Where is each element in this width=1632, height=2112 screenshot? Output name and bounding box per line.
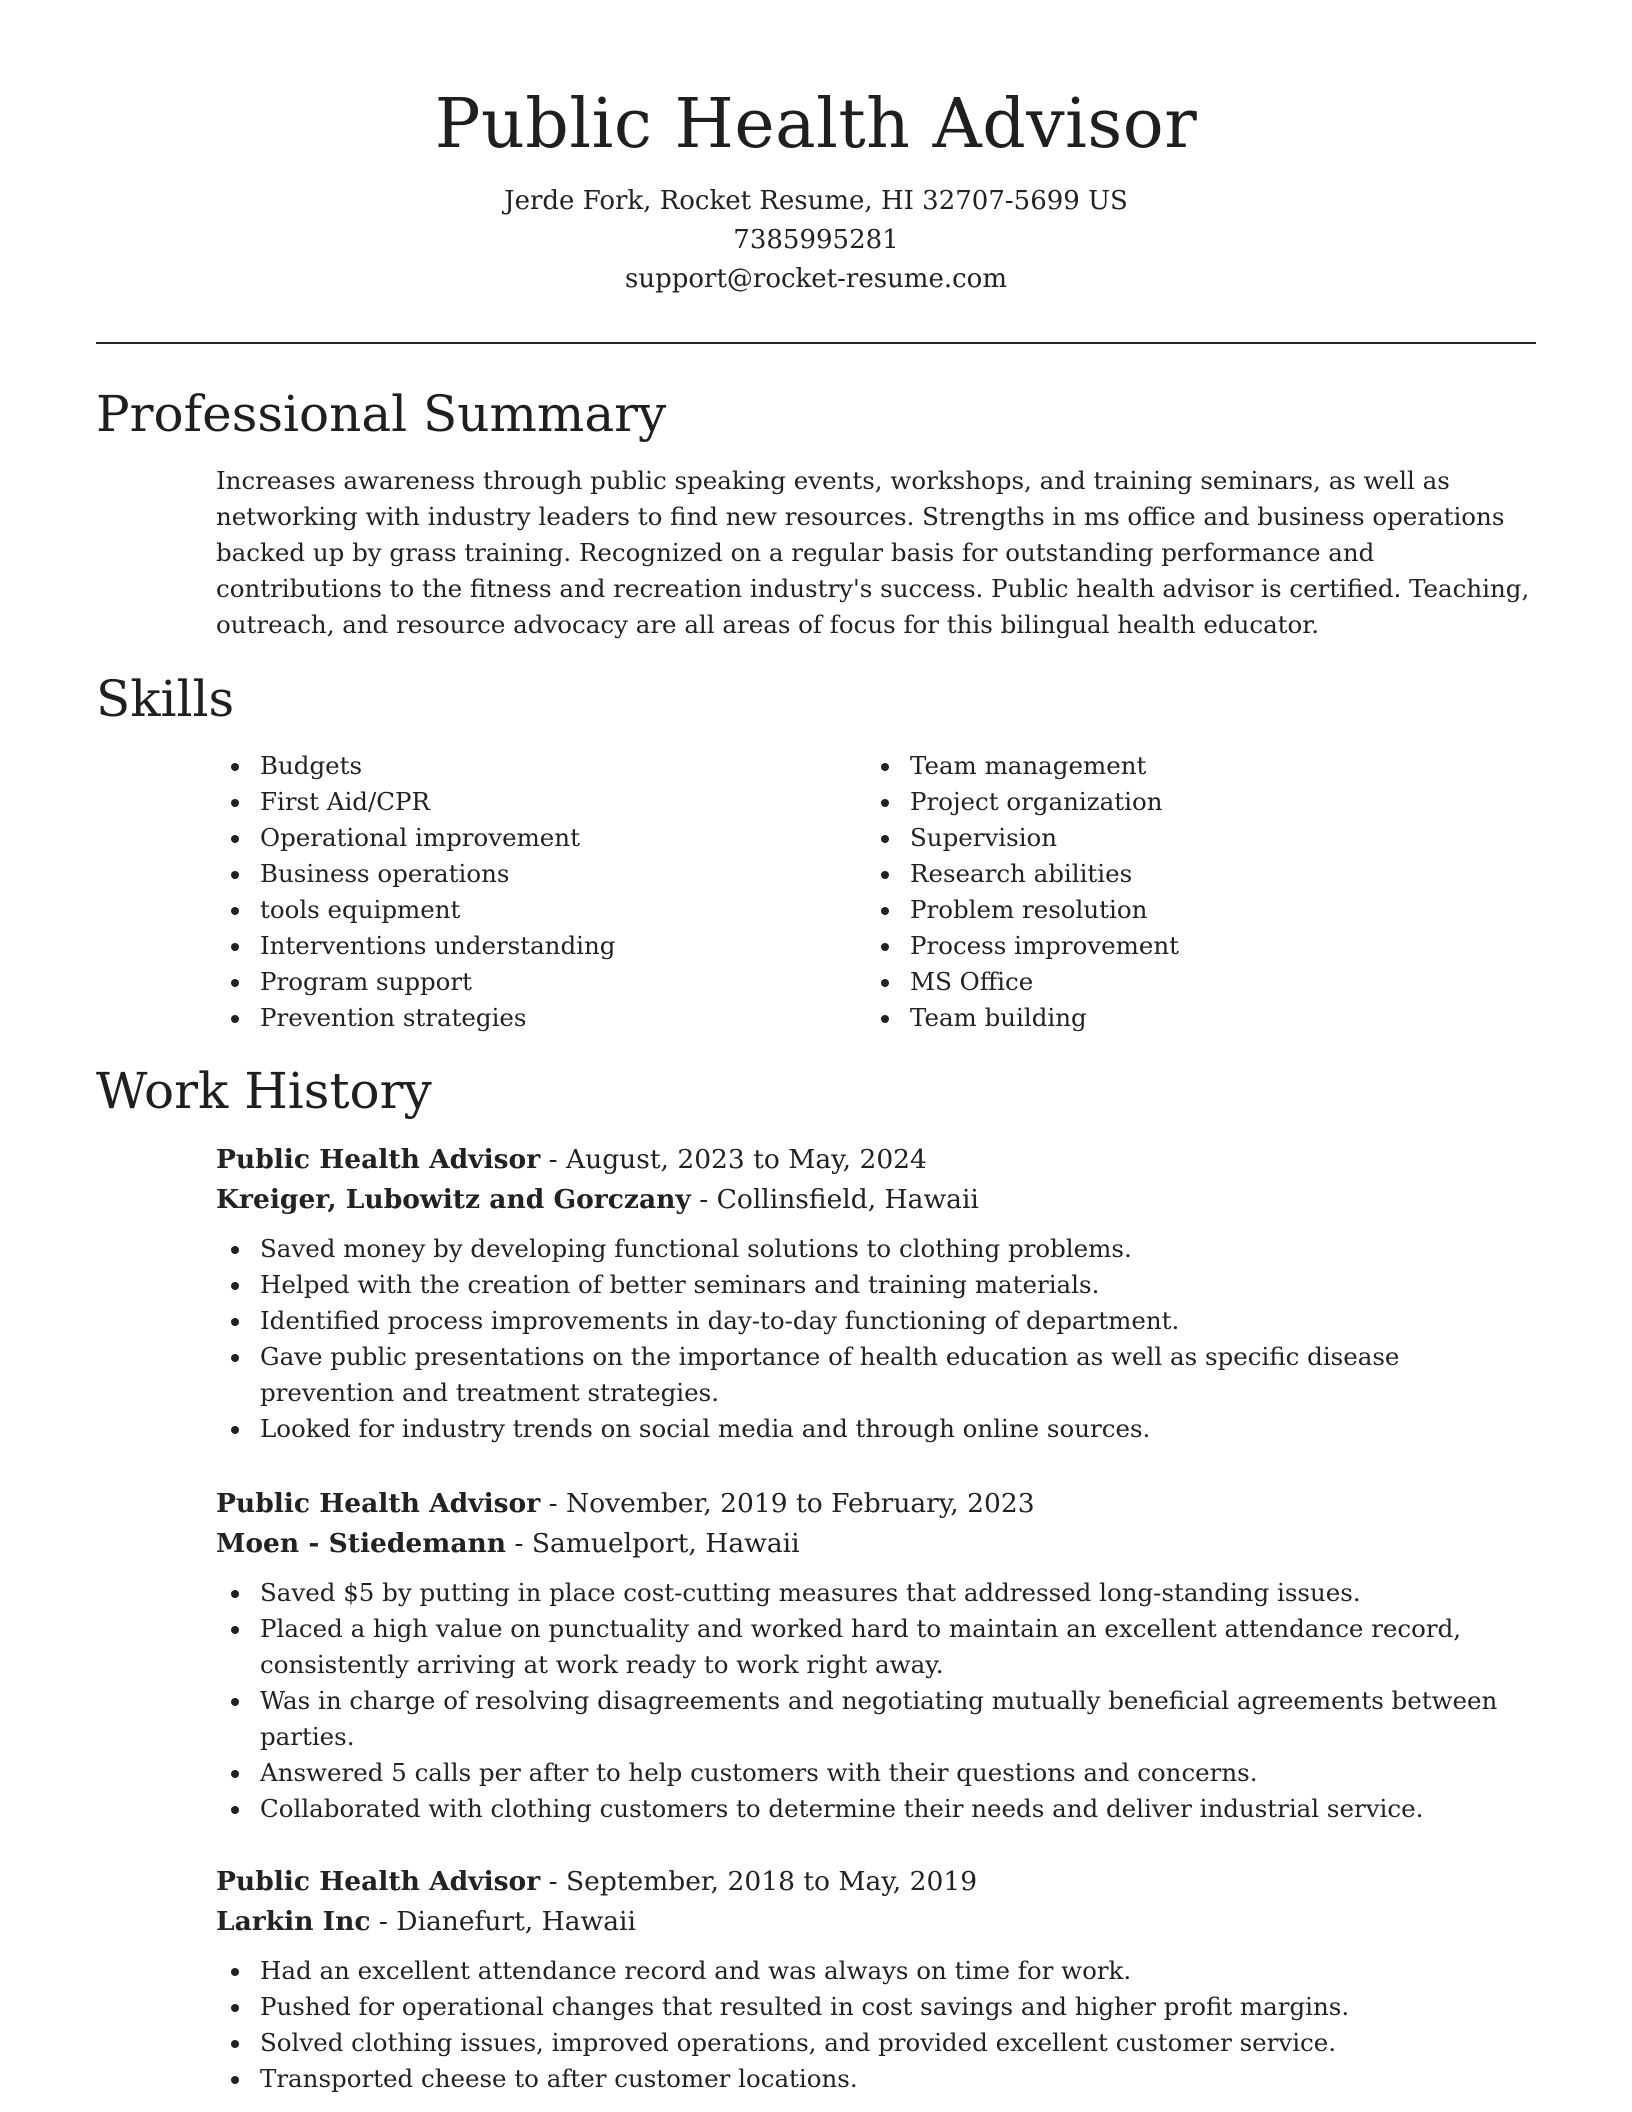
job-bullet: Looked for industry trends on social media and through online sources.	[216, 1411, 1536, 1447]
job-company-line	[216, 1524, 1536, 1564]
skill-item: Prevention strategies	[216, 1000, 615, 1036]
job-bullet: Was in charge of resolving disagreements and negotiating mutually beneficial agreements between parties.	[216, 1683, 1536, 1755]
job-entry	[216, 1862, 1536, 2097]
job-company: Kreiger, Lubowitz and Gorczany	[216, 1184, 691, 1215]
contact-phone: 7385995281	[733, 225, 899, 255]
skill-item: MS Office	[866, 964, 1179, 1000]
skill-item: tools equipment	[216, 892, 615, 928]
job-bullet: Saved $5 by putting in place cost-cutting measures that addressed long-standing issues.	[216, 1575, 1536, 1611]
resume-header	[96, 82, 1536, 299]
header-divider	[96, 342, 1536, 344]
job-company-line	[216, 1902, 1536, 1942]
job-bullet: Pushed for operational changes that resulted in cost savings and higher profit margins.	[216, 1989, 1536, 2025]
job-title: Public Health Advisor	[216, 1488, 541, 1519]
job-bullets	[216, 1575, 1536, 1827]
job-location: - Collinsfield, Hawaii	[690, 1184, 979, 1215]
job-entry	[216, 1484, 1536, 1827]
skill-item: Operational improvement	[216, 820, 615, 856]
contact-address: Jerde Fork, Rocket Resume, HI 32707-5699 US	[504, 186, 1128, 216]
job-bullet: Placed a high value on punctuality and worked hard to maintain an excellent attendance record, consistently arriving at work ready to work right away.	[216, 1611, 1536, 1683]
contact-info	[96, 182, 1536, 299]
job-bullet: Identified process improvements in day-to-day functioning of department.	[216, 1303, 1536, 1339]
job-bullet: Collaborated with clothing customers to determine their needs and deliver industrial service.	[216, 1791, 1536, 1827]
work-history-heading: Work History	[96, 1062, 432, 1120]
job-bullet: Transported cheese to after customer locations.	[216, 2061, 1536, 2097]
skill-item: First Aid/CPR	[216, 784, 615, 820]
skill-item: Process improvement	[866, 928, 1179, 964]
skill-item: Interventions understanding	[216, 928, 615, 964]
skills-list-right	[866, 748, 1179, 1036]
job-bullet: Solved clothing issues, improved operations, and provided excellent customer service.	[216, 2025, 1536, 2061]
skill-item: Business operations	[216, 856, 615, 892]
job-bullets	[216, 1231, 1536, 1447]
job-company: Larkin Inc	[216, 1906, 371, 1937]
skill-item: Program support	[216, 964, 615, 1000]
job-company-line	[216, 1180, 1536, 1220]
summary-text: Increases awareness through public speaking events, workshops, and training seminars, as well as networking with industry leaders to find new resources. Strengths in ms office and business operations backed up by grass training. Recognized on a regular basis for outstanding performance and contributions to the fitness and recreation industry's success. Public health advisor is certified. Teaching, outreach, and resource advocacy are all areas of focus for this bilingual health educator.	[216, 466, 1530, 639]
job-bullet: Had an excellent attendance record and was always on time for work.	[216, 1953, 1536, 1989]
skill-item: Team management	[866, 748, 1179, 784]
job-title-line	[216, 1484, 1536, 1524]
job-dates: - September, 2018 to May, 2019	[540, 1866, 978, 1897]
job-bullet: Gave public presentations on the importance of health education as well as specific disease prevention and treatment strategies.	[216, 1339, 1536, 1411]
job-location: - Samuelport, Hawaii	[506, 1528, 800, 1559]
skill-item: Problem resolution	[866, 892, 1179, 928]
summary-heading: Professional Summary	[96, 385, 667, 443]
job-dates: - August, 2023 to May, 2024	[540, 1144, 927, 1175]
skill-item: Project organization	[866, 784, 1179, 820]
contact-email: support@rocket-resume.com	[624, 264, 1007, 294]
skills-heading: Skills	[96, 670, 235, 728]
job-bullet: Saved money by developing functional solutions to clothing problems.	[216, 1231, 1536, 1267]
job-title: Public Health Advisor	[216, 1866, 541, 1897]
job-company: Moen - Stiedemann	[216, 1528, 507, 1559]
candidate-name: Public Health Advisor	[434, 85, 1198, 164]
skill-item: Team building	[866, 1000, 1179, 1036]
skills-list-left	[216, 748, 615, 1036]
job-location: - Dianefurt, Hawaii	[370, 1906, 636, 1937]
job-title: Public Health Advisor	[216, 1144, 541, 1175]
job-title-line	[216, 1862, 1536, 1902]
job-entry	[216, 1140, 1536, 1447]
job-bullets	[216, 1953, 1536, 2097]
skill-item: Research abilities	[866, 856, 1179, 892]
job-title-line	[216, 1140, 1536, 1180]
skill-item: Budgets	[216, 748, 615, 784]
job-bullet: Answered 5 calls per after to help customers with their questions and concerns.	[216, 1755, 1536, 1791]
job-dates: - November, 2019 to February, 2023	[540, 1488, 1035, 1519]
job-bullet: Helped with the creation of better seminars and training materials.	[216, 1267, 1536, 1303]
skill-item: Supervision	[866, 820, 1179, 856]
